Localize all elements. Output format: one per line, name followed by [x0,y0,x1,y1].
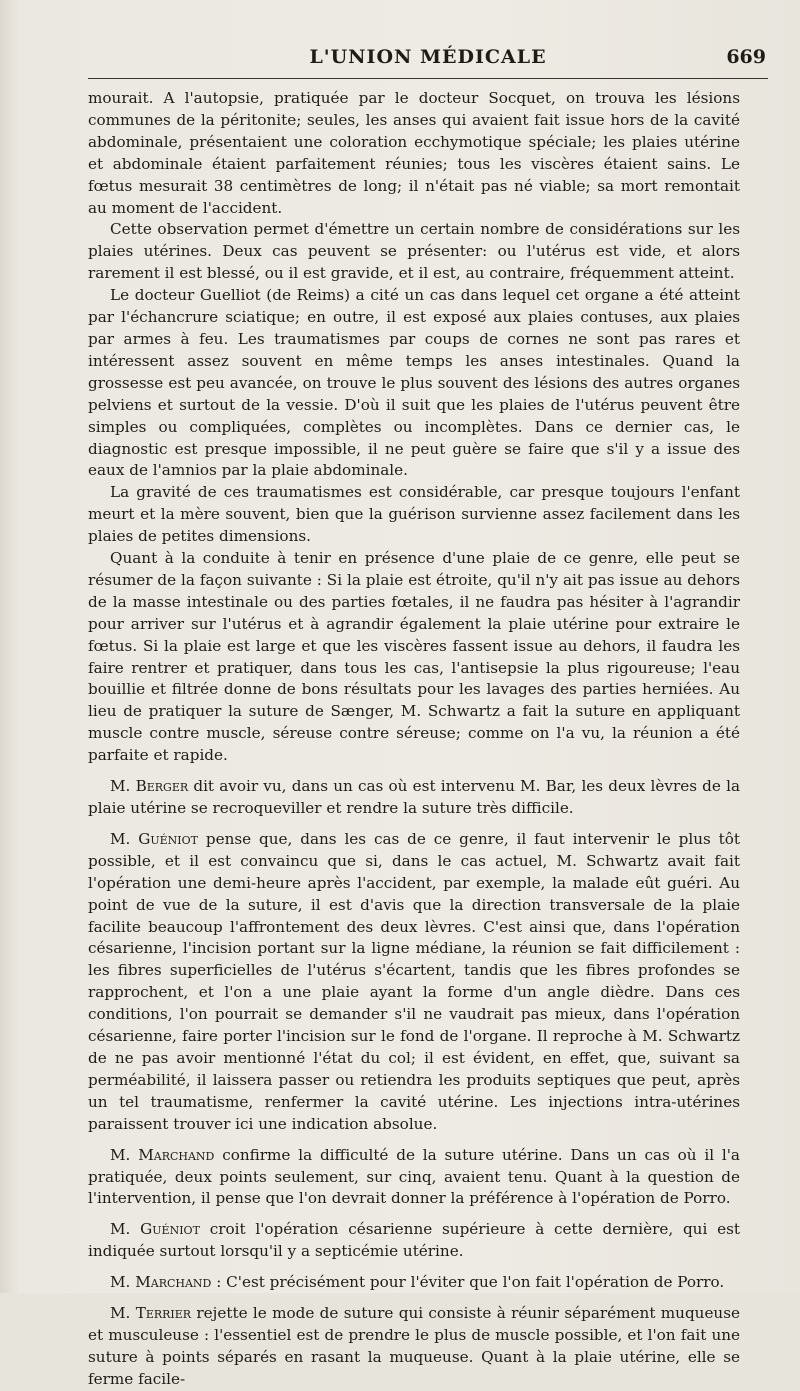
paragraph [88,548,740,767]
paragraph [88,1303,740,1391]
speaker-name: M. Terrier [110,1304,192,1323]
paragraph [88,776,740,820]
paragraph-text: confirme la difficulté de la suture utérine. Dans un cas où il l'a pratiquée, deux points seulement, sur cinq, avaient tenu. Quant à la question de l'intervention, il pense que l'on devrait donner la préférence à l'opération de Porro. [88,1145,740,1208]
paragraph-text: Cette observation permet d'émettre un certain nombre de considérations sur les plaies utérines. Deux cas peuvent se présenter: ou l'utérus est vide, et alors rarement il est blessé, ou il est gravide, et il est, au contraire, fréquemment atteint. [88,220,740,283]
paragraph-text: croit l'opération césarienne supérieure à cette dernière, qui est indiquée surtout lorsqu'il y a septicémie utérine. [88,1220,740,1261]
speaker-name: M. Marchand [110,1273,212,1292]
page-number: 669 [726,46,766,68]
paragraph-text: pense que, dans les cas de ce genre, il faut intervenir le plus tôt possible, et il est convaincu que si, dans le cas actuel, M. Schwartz avait fait l'opération une demi-heure après l'accident, par exemple, la malade eût guéri. Au point de vue de la suture, il est d'avis que la direction transversale de la plaie facilite beaucoup l'affrontement des deux lèvres. C'est ainsi que, dans l'opération césarienne, l'incision portant sur la ligne médiane, la réunion se fait difficilement : les fibres superficielles de l'utérus s'écartent, tandis que les fibres profondes se rapprochent, et l'on a une plaie ayant la forme d'un angle dièdre. Dans ces conditions, l'on pourrait se demander s'il ne vaudrait pas mieux, dans l'opération césarienne, faire porter l'incision sur le fond de l'organe. Il reproche à M. Schwartz de ne pas avoir mentionné l'état du col; il est évident, en effet, que, suivant sa perméabilité, il laissera passer ou retiendra les produits septiques que peut, après un tel traumatisme, renfermer la cavité utérine. Les injections intra-utérines paraissent trouver ici une indication absolue. [88,829,740,1133]
paragraph-text: Quant à la conduite à tenir en présence d'une plaie de ce genre, elle peut se résumer de la façon suivante : Si la plaie est étroite, qu'il n'y ait pas issue au dehors de la masse intestinale ou des parties fœtales, il ne faudra pas hésiter à l'agrandir pour arriver sur l'utérus et à agrandir également la plaie utérine pour extraire le fœtus. Si la plaie est large et que les viscères fassent issue au dehors, il faudra les faire rentrer et pratiquer, dans tous les cas, l'antisepsie la plus rigoureuse; l'eau bouillie et filtrée donne de bons résultats pour les lavages des parties herniées. Au lieu de pratiquer la suture de Sænger, M. Schwartz a fait la suture en appliquant muscle contre muscle, séreuse contre séreuse; comme on l'a vu, la réunion a été parfaite et rapide. [88,549,740,765]
page-header [88,46,768,74]
paragraph [88,1272,740,1294]
paragraph-text: La gravité de ces traumatismes est considérable, car presque toujours l'enfant meurt et la mère souvent, bien que la guérison survienne assez facilement dans les plaies de petites dimensions. [88,483,740,546]
paragraph [88,219,740,285]
paragraph-text: mourait. A l'autopsie, pratiquée par le docteur Socquet, on trouva les lésions communes de la péritonite; seules, les anses qui avaient fait issue hors de la cavité abdominale, présentaient une coloration ecchymotique spéciale; les plaies utérine et abdominale étaient parfaitement réunies; tous les viscères étaient sains. Le fœtus mesurait 38 centimètres de long; il n'était pas né viable; sa mort remontait au moment de l'accident. [88,89,740,217]
article-body [88,88,740,1391]
speaker-name: M. Berger [110,777,189,796]
paragraph [88,482,740,548]
speaker-name: M. Guéniot [110,829,199,848]
paragraph-text: rejette le mode de suture qui consiste à réunir séparément muqueuse et musculeuse : l'essentiel est de prendre le plus de muscle possible, et l'on fait une suture à points séparés en rasant la muqueuse. Quant à la plaie utérine, elle se ferme facile- [88,1304,740,1388]
paragraph [88,285,740,482]
speaker-name: M. Guéniot [110,1220,200,1239]
paragraph [88,829,740,1136]
paragraph-text: Le docteur Guelliot (de Reims) a cité un cas dans lequel cet organe a été atteint par l'échancrure sciatique; en outre, il est exposé aux plaies contuses, aux plaies par armes à feu. Les traumatismes par coups de cornes ne sont pas rares et intéressent assez souvent en même temps les anses intestinales. Quand la grossesse est peu avancée, on trouve le plus souvent des lésions des autres organes pelviens et surtout de la vessie. D'où il suit que les plaies de l'utérus peuvent être simples ou compliquées, complètes ou incomplètes. Dans ce dernier cas, le diagnostic est presque impossible, il ne peut guère se faire que s'il y a issue des eaux de l'amnios par la plaie abdominale. [88,286,740,480]
paragraph-text: dit avoir vu, dans un cas où est intervenu M. Bar, les deux lèvres de la plaie utérine se recroqueviller et rendre la suture très difficile. [88,777,741,817]
running-title: L'UNION MÉDICALE [309,46,547,68]
paragraph [88,88,740,219]
speaker-name: M. Marchand [110,1145,215,1164]
paragraph-text: : C'est précisément pour l'éviter que l'on fait l'opération de Porro. [211,1273,725,1292]
header-rule [88,78,768,79]
paragraph [88,1219,740,1263]
paragraph [88,1145,740,1211]
